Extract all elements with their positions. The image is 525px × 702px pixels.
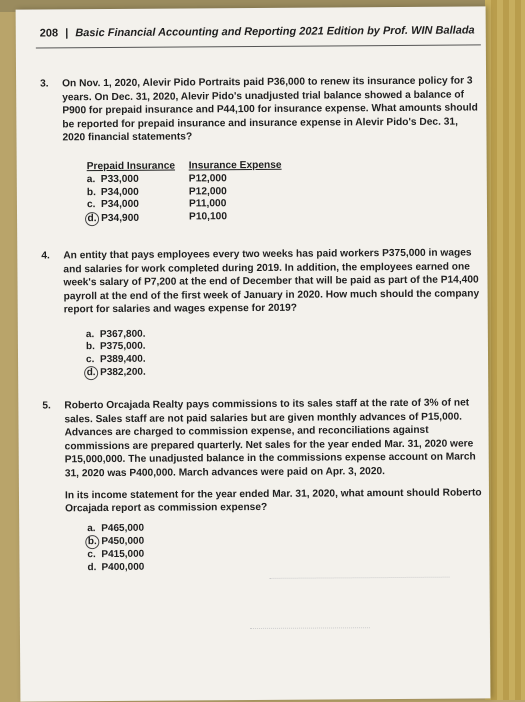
faint-pencil-marks xyxy=(250,627,370,630)
question-5 xyxy=(42,396,483,516)
column-header-expense: Insurance Expense xyxy=(188,159,282,172)
question-number: 4. xyxy=(41,250,50,262)
option-d: d. P34,900 xyxy=(87,211,187,226)
question-5-options xyxy=(87,523,144,575)
option-d: d. P382,200. xyxy=(86,366,146,380)
question-4-options xyxy=(86,329,146,381)
option-c: c. P34,000 xyxy=(86,199,139,211)
question-text: On Nov. 1, 2020, Alevir Pido Portraits paid P36,000 to renew its insurance policy for 3 years. On Dec. 31, 2020, Alevir Pido's unadjusted trial balance showed a balance of P900 for prepaid insurance and P44,100 for insurance expense. What amounts should be reported for prepaid insurance and insurance expense in Alevir Pido's Dec. 31, 2020 financial statements? xyxy=(62,75,478,144)
book-title: Basic Financial Accounting and Reporting 2021 Edition by Prof. WIN Ballada xyxy=(75,24,475,40)
question-text-2: In its income statement for the year ended Mar. 31, 2020, what amount should Roberto Orcajada report as commission expense? xyxy=(64,486,482,515)
answer-circle: d. xyxy=(84,366,98,380)
option-d: d. P400,000 xyxy=(87,561,145,573)
option-a: a. P33,000 xyxy=(86,174,139,186)
book-page xyxy=(16,6,491,701)
option-c: c. P415,000 xyxy=(87,549,145,561)
desk-background-right xyxy=(485,0,525,700)
page-number: 208 xyxy=(39,27,59,40)
option-c: c. P389,400. xyxy=(85,353,146,365)
option-b: b. P34,000 xyxy=(86,186,139,198)
question-4 xyxy=(41,246,481,317)
column-header-prepaid: Prepaid Insurance xyxy=(86,160,176,173)
question-number: 5. xyxy=(42,400,51,412)
page-header xyxy=(40,24,480,39)
header-separator: | xyxy=(65,27,69,40)
option-a: a. P367,800. xyxy=(85,328,146,341)
answer-circle: b. xyxy=(85,535,99,549)
option-a: a. P465,000 xyxy=(87,522,145,535)
answer-circle: d. xyxy=(85,212,99,226)
question-text: Roberto Orcajada Realty pays commissions to its sales staff at the rate of 3% of net sales. Sales staff are not paid salaries but are given monthly advances of P15,000. Advances are charged to commission expense, and reconciliations against commissions are prepared quarterly. Net sales for the year ended Mar. 31, 2020 were P15,000,000. The unadjusted balance in the commissions expense account on March 31, 2020 was P400,000. March advances were paid on Apr. 3, 2020. xyxy=(64,397,476,480)
question-number: 3. xyxy=(40,78,49,90)
question-text: An entity that pays employees every two weeks has paid workers P375,000 in wages and salaries for work completed during 2019. In addition, the employees earned one week's salary of P7,200 at the end of December that will be paid as part of the P14,400 payroll at the end of the first week of January in 2020. How much should the company report for salaries and wages expense for 2019? xyxy=(63,247,480,316)
option-b: b. P450,000 xyxy=(87,535,144,549)
prepaid-insurance-column xyxy=(87,160,187,225)
question-3 xyxy=(40,74,480,145)
header-divider xyxy=(36,44,481,48)
faint-pencil-marks xyxy=(270,577,450,580)
insurance-expense-column: Insurance Expense P12,000 P12,000 P11,000 P10,100 xyxy=(189,160,289,224)
option-b: b. P375,000. xyxy=(85,341,146,353)
